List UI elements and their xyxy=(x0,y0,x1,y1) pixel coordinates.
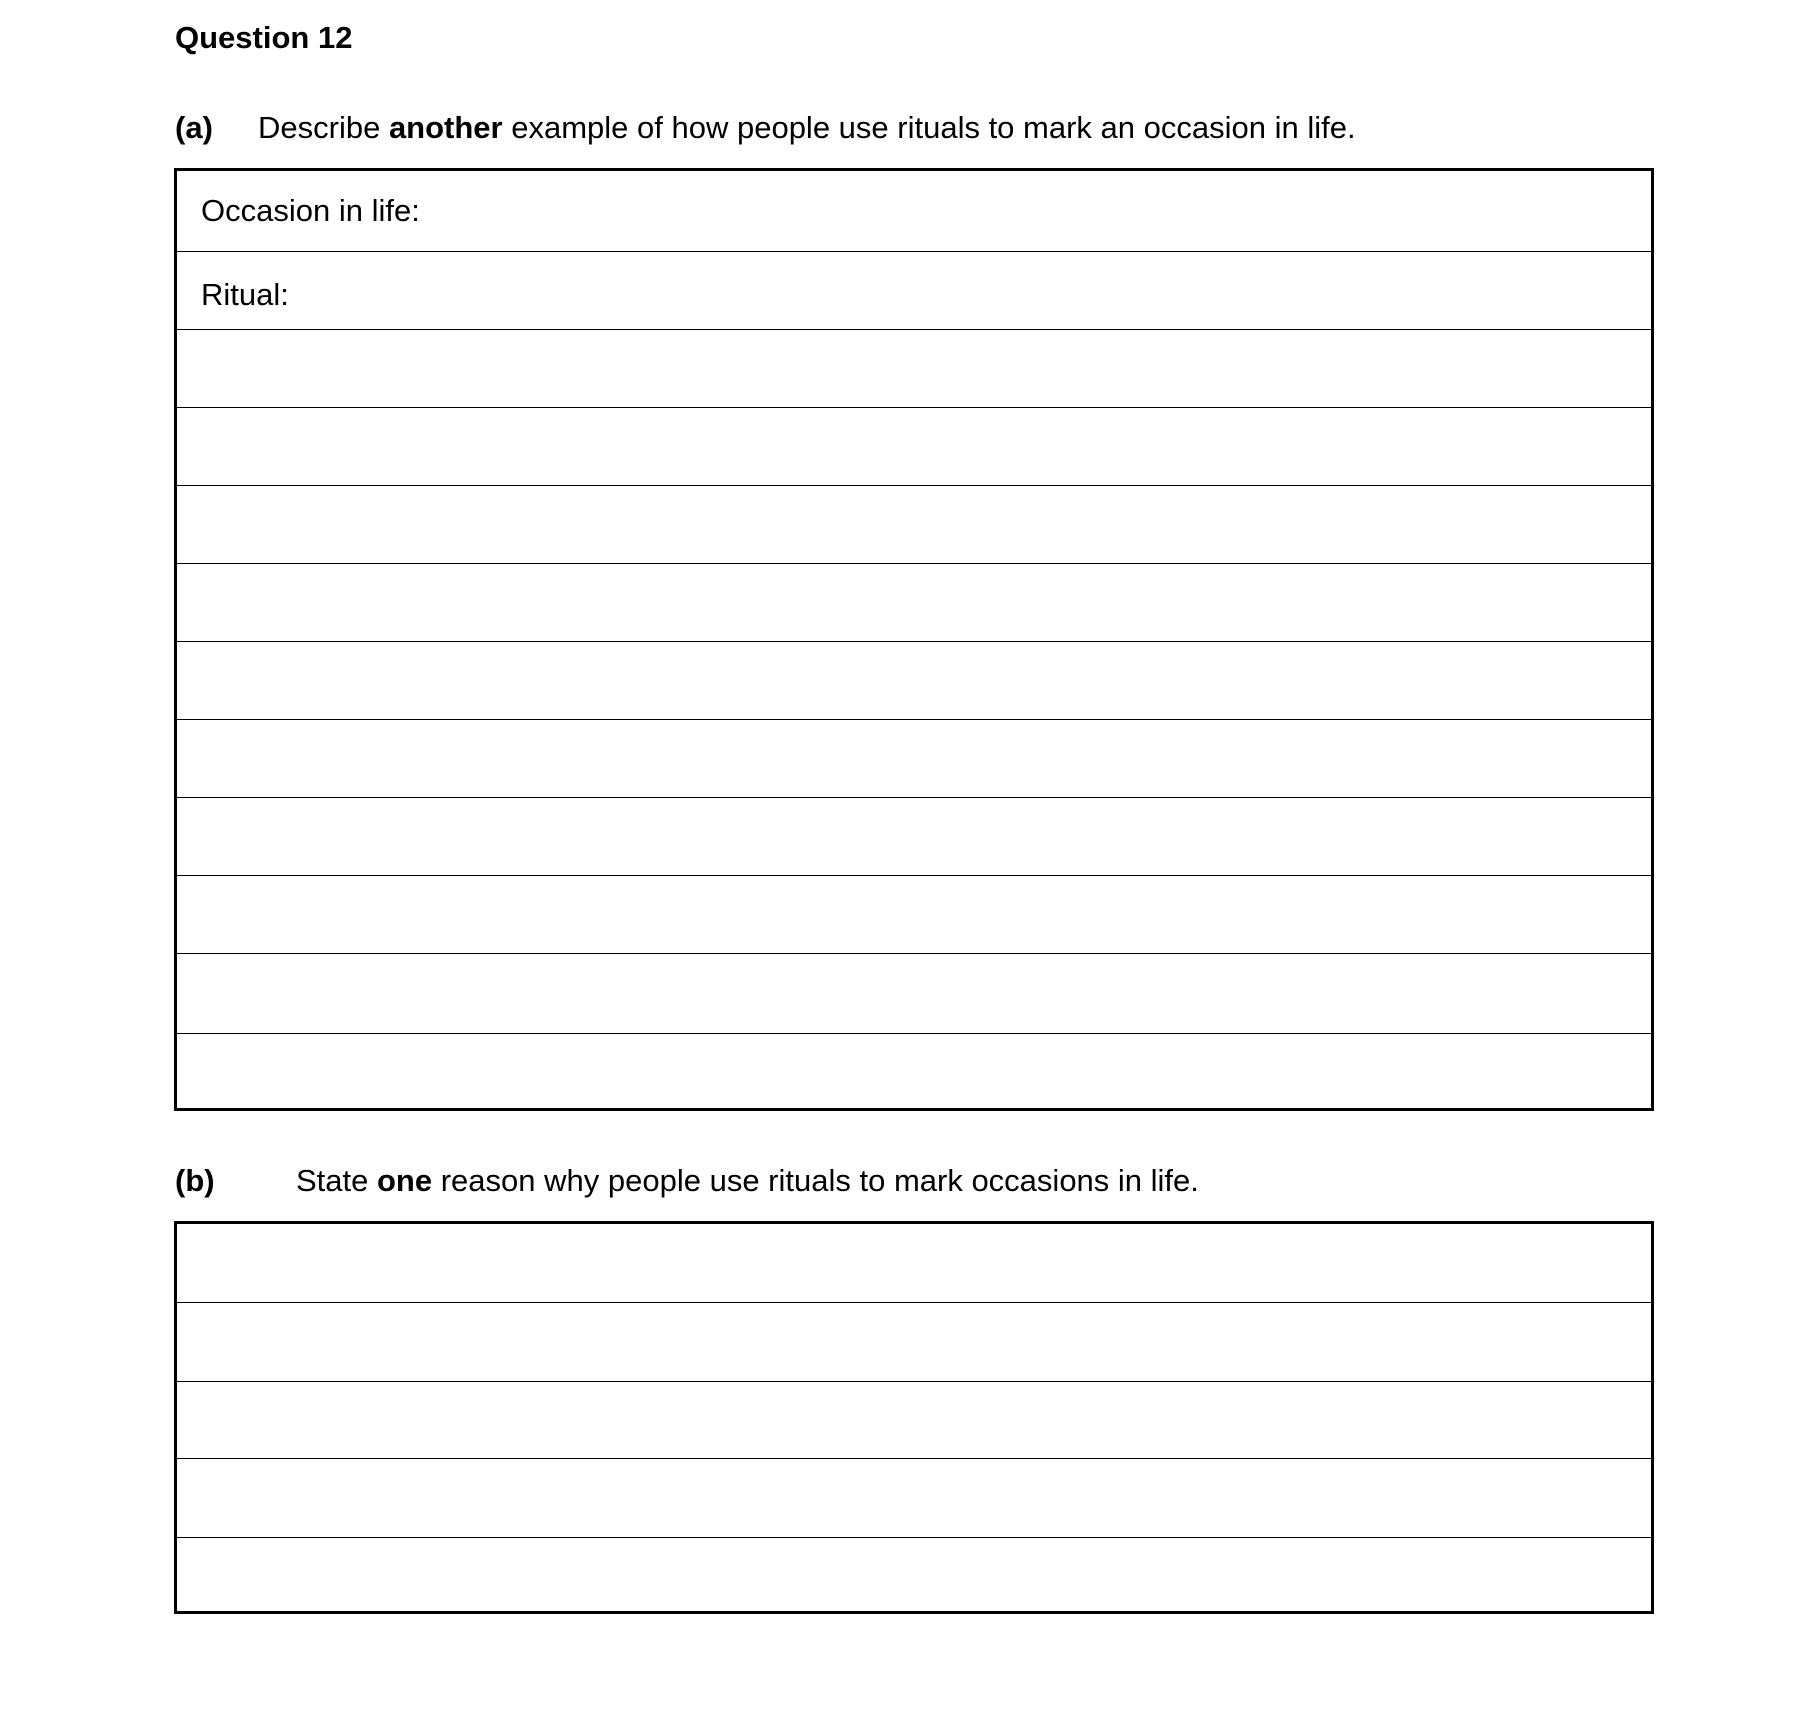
ritual-label: Ritual: xyxy=(201,277,289,312)
part-b-answer-box[interactable] xyxy=(174,1221,1654,1614)
answer-line xyxy=(177,875,1651,876)
part-a-prompt-end: example of how people use rituals to mark an occasion in life. xyxy=(502,110,1356,145)
answer-line xyxy=(177,797,1651,798)
part-b-prompt-start: State xyxy=(296,1163,377,1198)
part-a-prompt-start: Describe xyxy=(258,110,389,145)
answer-line xyxy=(177,953,1651,954)
answer-line xyxy=(177,641,1651,642)
answer-line xyxy=(177,1302,1651,1303)
answer-line xyxy=(177,1033,1651,1034)
answer-line xyxy=(177,1537,1651,1538)
answer-line xyxy=(177,407,1651,408)
part-b-prompt-end: reason why people use rituals to mark occasions in life. xyxy=(432,1163,1199,1198)
answer-line xyxy=(177,251,1651,252)
answer-line xyxy=(177,1458,1651,1459)
answer-line xyxy=(177,1381,1651,1382)
part-a-answer-box[interactable] xyxy=(174,168,1654,1111)
answer-line xyxy=(177,719,1651,720)
occasion-label: Occasion in life: xyxy=(201,193,420,228)
part-a-prompt xyxy=(258,110,1356,146)
part-a-prompt-emphasis: another xyxy=(388,110,503,145)
answer-line xyxy=(177,563,1651,564)
answer-line xyxy=(177,329,1651,330)
question-title: Question 12 xyxy=(175,20,353,55)
part-b-prompt xyxy=(296,1163,1199,1199)
answer-line xyxy=(177,485,1651,486)
part-a-label: (a) xyxy=(175,110,213,145)
part-b-prompt-emphasis: one xyxy=(377,1163,433,1198)
part-b-label: (b) xyxy=(175,1163,215,1198)
